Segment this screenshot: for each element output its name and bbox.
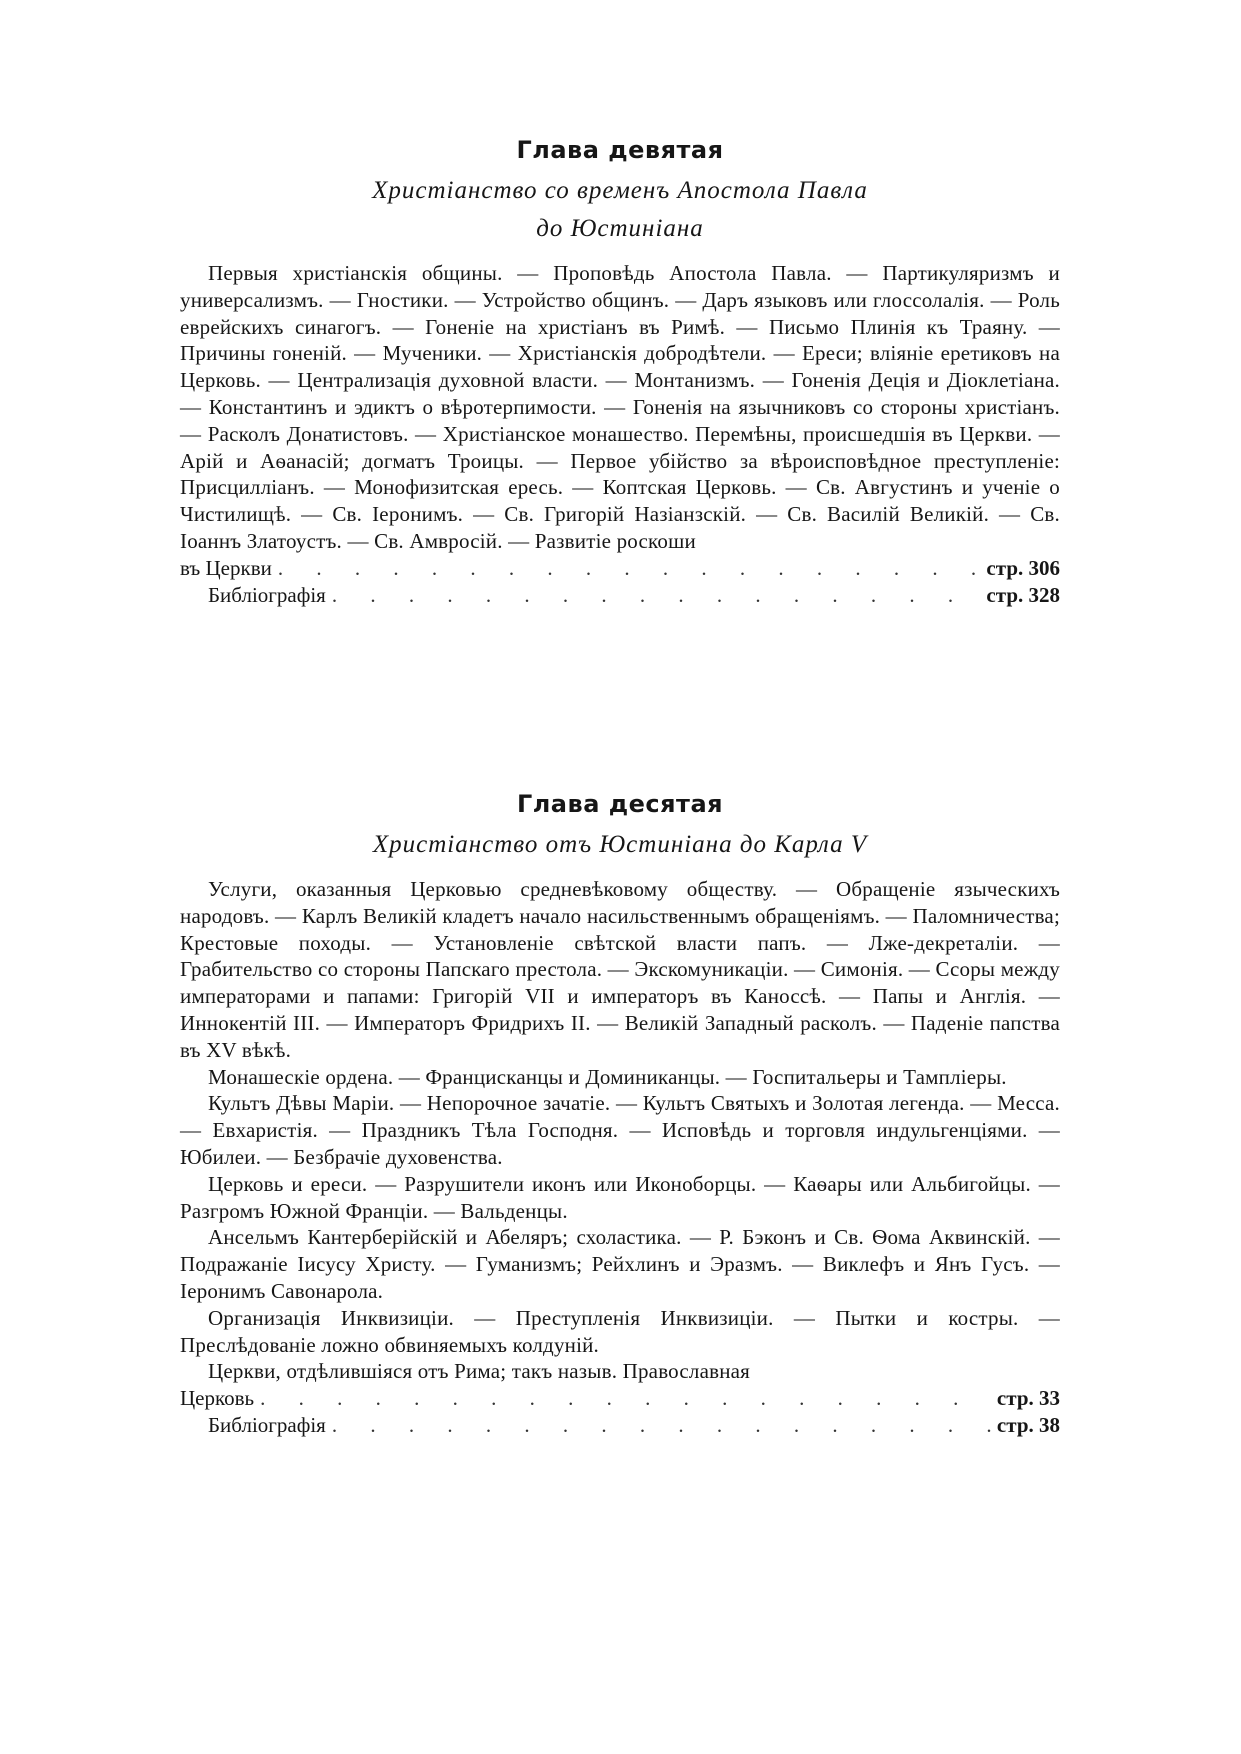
dot-leader (332, 1412, 991, 1439)
chapter-nine-toc-entry (180, 555, 1060, 582)
chapter-ten-bibliography-entry (180, 1412, 1060, 1439)
chapter-ten-toc-entry (180, 1385, 1060, 1412)
dot-leader (278, 555, 981, 582)
chapter-ten-paragraph: Культъ Дѣвы Маріи. — Непорочное зачатіе. — Культъ Святыхъ и Золотая легенда. — Месса. — Евхаристія. — Праздникъ Тѣла Господня. — Исповѣдь и торговля индульгенціями. — Юбилеи. — Безбрачіе духовенства. (180, 1091, 1060, 1169)
chapter-nine-page-ref: стр. 306 (986, 555, 1060, 580)
chapter-ten-paragraph: Ансельмъ Кантерберійскій и Абеляръ; схоластика. — Р. Бэконъ и Св. Ѳома Аквинскій. — Подражаніе Іисусу Христу. — Гуманизмъ; Рейхлинъ и Эразмъ. — Виклефъ и Янъ Гусъ. — Іеронимъ Савонарола. (180, 1225, 1060, 1303)
chapter-ten-subtitle: Христіанство отъ Юстиніана до Карла V (372, 831, 868, 858)
chapter-nine-toc-label: въ Церкви (180, 555, 272, 580)
chapter-ten-bibliography-page: стр. 38 (996, 1412, 1060, 1437)
chapter-ten (180, 790, 1060, 1439)
chapter-ten-title: Глава десятая (516, 790, 724, 818)
chapter-ten-page-ref: стр. 33 (996, 1386, 1060, 1411)
chapter-ten-paragraph: Церкви, отдѣлившіяся отъ Рима; такъ назыв. Православная (208, 1359, 751, 1384)
chapter-nine-summary: Первыя христіанскія общины. — Проповѣдь Апостола Павла. — Партикуляризмъ и универсализмъ. — Гностики. — Устройство общинъ. — Даръ языковъ или глоссолалія. — Роль еврейскихъ синагогъ. — Гоненіе на христіанъ въ Римѣ. — Письмо Плинія къ Траяну. — Причины гоненій. — Мученики. — Христіанскія добродѣтели. — Ереси; вліяніе еретиковъ на Церковь. — Централизація духовной власти. — Монтанизмъ. — Гоненія Деція и Діоклетіана. — Константинъ и эдиктъ о вѣротерпимости. — Гоненія на язычниковъ со стороны христіанъ. — Расколъ Донатистовъ. — Христіанское монашество. Перемѣны, происшедшія въ Церкви. — Арій и Аѳанасій; догматъ Троицы. — Первое убійство за вѣроисповѣдное преступленіе: Присцилліанъ. — Монофизитская ересь. — Коптская Церковь. — Св. Августинъ и ученіе о Чистилищѣ. — Св. Іеронимъ. — Св. Григорій Назіанзскій. — Св. Василій Великій. — Св. Іоаннъ Златоустъ. — Св. Амвросій. — Развитіе роскоши (180, 261, 1060, 553)
chapter-ten-toc-label: Церковь (180, 1386, 255, 1411)
chapter-nine-title: Глава девятая (516, 136, 724, 164)
chapter-nine-subtitle-line1: Христіанство со временъ Апостола Павла (372, 177, 868, 204)
chapter-nine-subtitle-line2: до Юстиніана (536, 215, 704, 242)
chapter-nine-bibliography-entry (180, 582, 1060, 609)
chapter-nine (180, 136, 1060, 608)
chapter-nine-subtitle (180, 172, 1060, 248)
chapter-ten-paragraph: Услуги, оказанныя Церковью средневѣковому обществу. — Обращеніе языческихъ народовъ. — Карлъ Великій кладетъ начало насильственнымъ обращеніямъ. — Паломничества; Крестовые походы. — Установленіе свѣтской власти папъ. — Лже-декреталіи. — Грабительство со стороны Папскаго престола. — Экскомуникаціи. — Симонія. — Ссоры между императорами и папами: Григорій VII и императоръ въ Каноссѣ. — Папы и Англія. — Иннокентій III. — Императоръ Фридрихъ II. — Великій Западный расколъ. — Паденіе папства въ XV вѣкѣ. (180, 877, 1060, 1062)
chapter-ten-paragraph: Церковь и ереси. — Разрушители иконъ или Иконоборцы. — Каѳары или Альбигойцы. — Разгромъ Южной Франціи. — Вальденцы. (180, 1171, 1060, 1223)
dot-leader (260, 1385, 991, 1412)
dot-leader (332, 582, 981, 609)
chapter-ten-paragraph: Монашескіе ордена. — Францисканцы и Доминиканцы. — Госпитальеры и Тампліеры. (208, 1064, 1007, 1089)
chapter-ten-bibliography-label: Библіографія (208, 1412, 326, 1437)
chapter-ten-paragraph: Организація Инквизиціи. — Преступленія Инквизиціи. — Пытки и костры. — Преслѣдованіе ложно обвиняемыхъ колдуній. (180, 1305, 1060, 1357)
chapter-nine-bibliography-label: Библіографія (208, 582, 326, 607)
chapter-nine-bibliography-page: стр. 328 (986, 582, 1060, 607)
